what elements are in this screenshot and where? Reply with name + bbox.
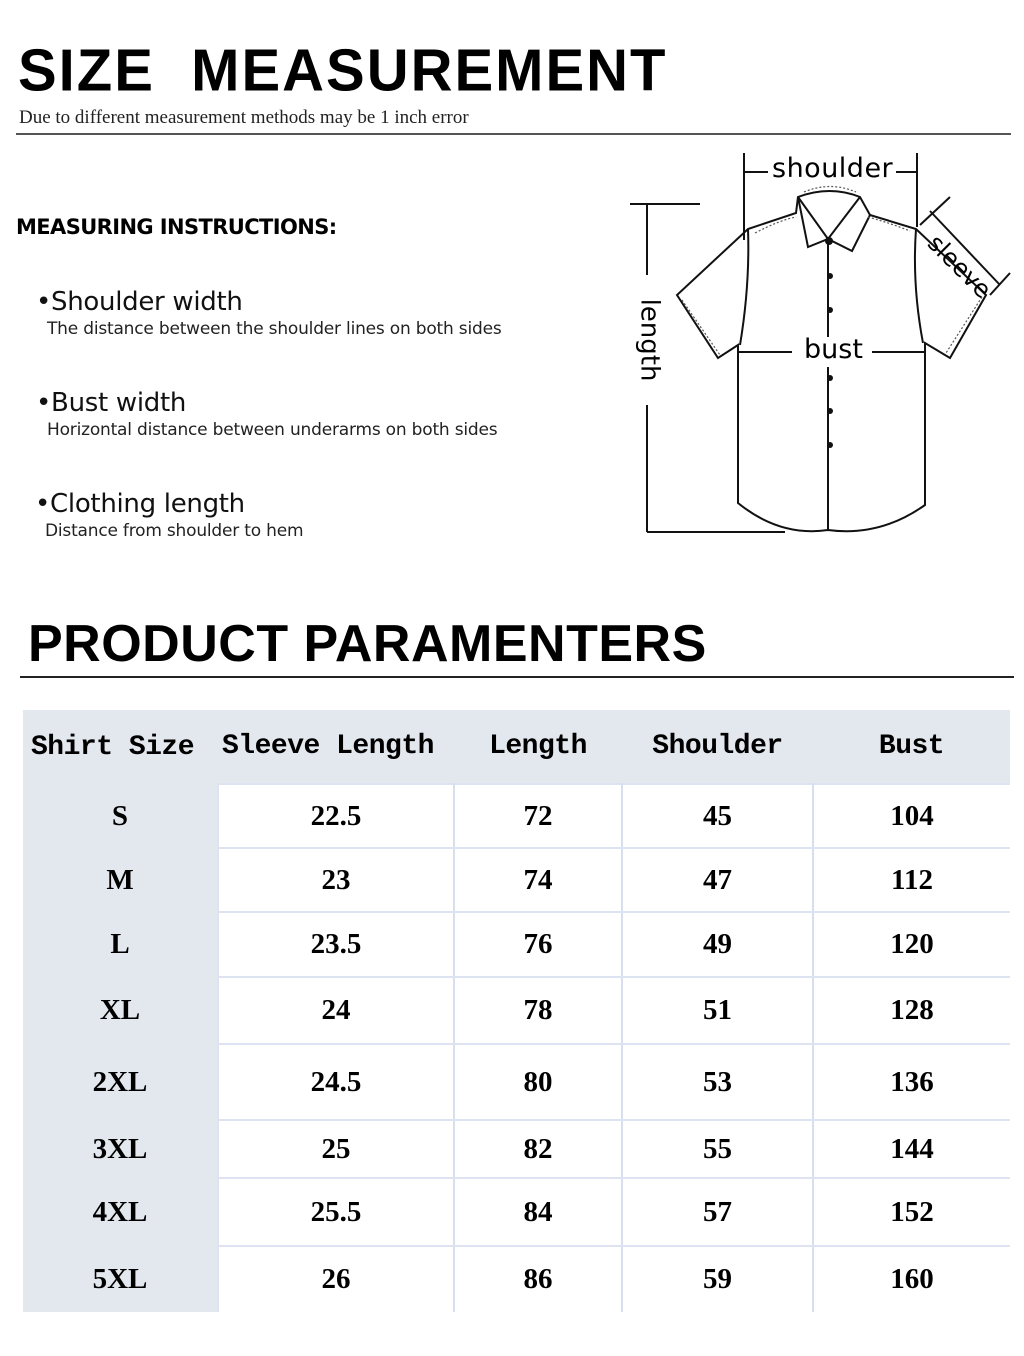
length-cell: 84: [454, 1178, 622, 1246]
size-cell: 5XL: [23, 1246, 218, 1312]
instruction-shoulder: [36, 287, 502, 339]
length-cell: 82: [454, 1120, 622, 1178]
sleeve-length-cell: 26: [218, 1246, 454, 1312]
bust-cell: 144: [813, 1120, 1010, 1178]
shoulder-cell: 51: [622, 977, 813, 1044]
instruction-description: Horizontal distance between underarms on both sides: [47, 420, 498, 440]
column-header-shoulder: Shoulder: [622, 710, 813, 784]
shoulder-cell: 57: [622, 1178, 813, 1246]
column-header-bust: Bust: [813, 710, 1010, 784]
size-cell: L: [23, 912, 218, 977]
shoulder-cell: 45: [622, 784, 813, 848]
size-cell: M: [23, 848, 218, 912]
bust-cell: 152: [813, 1178, 1010, 1246]
table-header-row: [23, 710, 1010, 784]
instruction-bust: [36, 388, 497, 440]
size-cell: 2XL: [23, 1044, 218, 1120]
divider: [20, 676, 1014, 678]
size-cell: S: [23, 784, 218, 848]
sleeve-length-cell: 22.5: [218, 784, 454, 848]
bust-cell: 120: [813, 912, 1010, 977]
bust-cell: 104: [813, 784, 1010, 848]
column-header-shirt-size: Shirt Size: [23, 710, 218, 784]
length-cell: 72: [454, 784, 622, 848]
bust-cell: 128: [813, 977, 1010, 1044]
bust-cell: 112: [813, 848, 1010, 912]
shoulder-cell: 49: [622, 912, 813, 977]
length-cell: 78: [454, 977, 622, 1044]
sleeve-length-cell: 23: [218, 848, 454, 912]
sleeve-label: sleeve: [922, 229, 997, 304]
length-cell: 80: [454, 1044, 622, 1120]
table-row: [23, 1246, 1010, 1312]
sleeve-length-cell: 23.5: [218, 912, 454, 977]
column-header-length: Length: [454, 710, 622, 784]
divider: [16, 133, 1011, 135]
size-cell: 4XL: [23, 1178, 218, 1246]
sleeve-length-cell: 24.5: [218, 1044, 454, 1120]
size-chart-table: [23, 710, 1010, 1311]
table-row: [23, 1178, 1010, 1246]
length-cell: 86: [454, 1246, 622, 1312]
shoulder-cell: 55: [622, 1120, 813, 1178]
instruction-title: •Clothing length: [35, 489, 245, 519]
table-row: [23, 1120, 1010, 1178]
instructions-heading: MEASURING INSTRUCTIONS:: [16, 215, 337, 239]
shoulder-cell: 59: [622, 1246, 813, 1312]
shirt-measurement-diagram: [620, 145, 1020, 545]
table-row: [23, 912, 1010, 977]
bust-cell: 136: [813, 1044, 1010, 1120]
size-cell: XL: [23, 977, 218, 1044]
size-cell: 3XL: [23, 1120, 218, 1178]
instruction-title: •Bust width: [36, 388, 187, 418]
length-cell: 74: [454, 848, 622, 912]
shoulder-cell: 47: [622, 848, 813, 912]
sleeve-length-cell: 25.5: [218, 1178, 454, 1246]
table-row: [23, 977, 1010, 1044]
bust-label: bust: [804, 334, 863, 365]
shoulder-label: shoulder: [772, 153, 894, 184]
bust-cell: 160: [813, 1246, 1010, 1312]
page-title: SIZE MEASUREMENT: [18, 37, 668, 104]
instruction-description: Distance from shoulder to hem: [45, 521, 304, 541]
instruction-length: [35, 489, 303, 541]
shoulder-cell: 53: [622, 1044, 813, 1120]
instruction-title: •Shoulder width: [36, 287, 243, 317]
length-label: length: [634, 298, 665, 382]
table-row: [23, 848, 1010, 912]
length-cell: 76: [454, 912, 622, 977]
product-parameters-title: PRODUCT PARAMENTERS: [28, 615, 707, 673]
measurement-disclaimer: Due to different measurement methods may be 1 inch error: [19, 107, 469, 128]
sleeve-length-cell: 25: [218, 1120, 454, 1178]
table-row: [23, 784, 1010, 848]
instruction-description: The distance between the shoulder lines on both sides: [47, 319, 502, 339]
table-row: [23, 1044, 1010, 1120]
sleeve-length-cell: 24: [218, 977, 454, 1044]
column-header-sleeve-length: Sleeve Length: [218, 710, 454, 784]
